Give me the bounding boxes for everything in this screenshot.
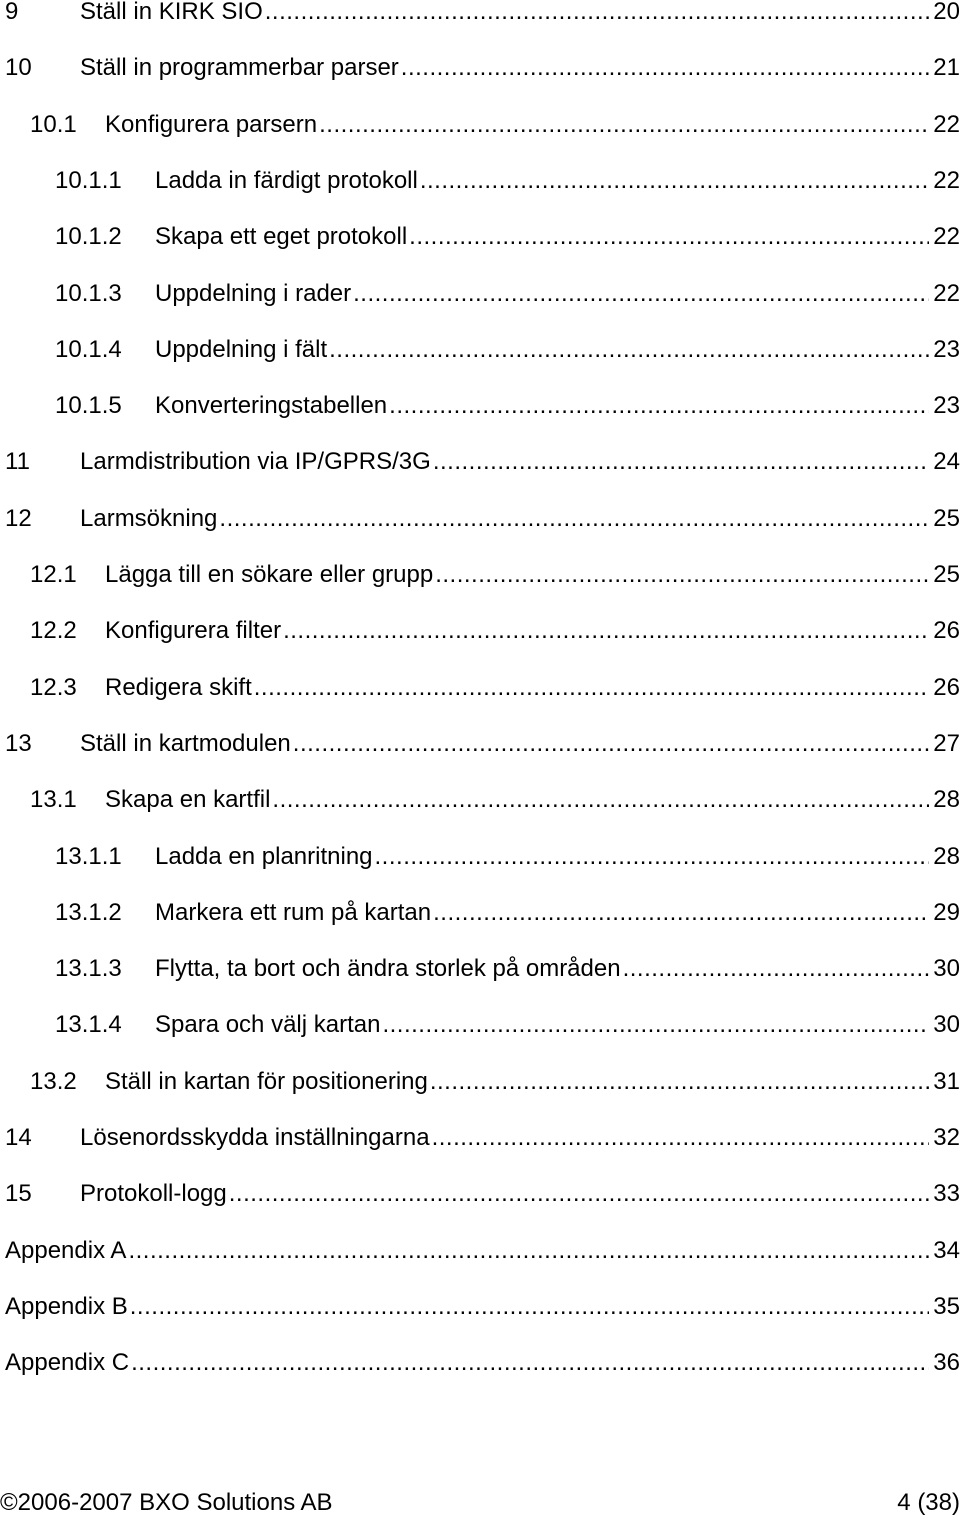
toc-entry-page: 35 [933,1292,960,1320]
toc-entry-page: 32 [933,1124,960,1151]
toc-entry-title: Appendix A [5,1236,127,1264]
toc-entry-page: 22 [933,279,960,307]
toc-entry-title: Ställ in programmerbar parser [80,54,399,82]
toc-entry[interactable] [0,280,960,320]
toc-entry-number: 13.1.4 [55,1011,122,1039]
footer-copyright: ©2006-2007 BXO Solutions AB [0,1489,333,1516]
toc-entry-title: Skapa ett eget protokoll [155,223,408,251]
toc-entry-number: 10 [5,54,32,82]
toc-dot-leader [229,1180,930,1208]
toc-entry[interactable] [0,1011,960,1051]
toc-entry-page: 21 [933,54,960,82]
toc-entry-title: Skapa en kartfil [105,786,271,814]
toc-entry-title: Konfigurera filter [105,617,282,645]
toc-dot-leader [409,223,929,251]
toc-entry-title: Uppdelning i rader [155,279,352,307]
toc-dot-leader [319,111,929,139]
toc-entry-title: Spara och välj kartan [155,1011,381,1039]
toc-entry-page: 30 [933,955,960,983]
toc-entry-title: Larmsökning [80,504,218,532]
toc-entry-number: 12 [5,504,32,532]
toc-entry-number: 13.1.3 [55,955,122,983]
toc-entry-title: Ställ in kartmodulen [80,729,291,757]
toc-entry[interactable] [0,843,960,883]
toc-dot-leader [433,899,929,927]
toc-dot-leader [254,674,930,702]
toc-entry-number: 12.1 [30,561,77,588]
toc-dot-leader [353,280,929,308]
toc-entry-number: 11 [5,448,30,476]
toc-entry-page: 30 [933,1011,960,1039]
toc-entry-title: Konfigurera parsern [105,110,318,138]
toc-entry-number: 9 [5,0,19,25]
toc-entry-number: 15 [5,1180,32,1208]
toc-entry[interactable] [0,505,960,545]
toc-entry-number: 12.2 [30,617,77,645]
toc-entry[interactable] [0,1349,960,1389]
toc-entry-title: Larmdistribution via IP/GPRS/3G [80,448,431,476]
toc-entry[interactable] [0,1180,960,1220]
toc-dot-leader [375,843,930,871]
toc-entry-page: 22 [933,110,960,138]
toc-entry-page: 28 [933,842,960,870]
toc-entry-title: Markera ett rum på kartan [155,898,432,926]
toc-entry-page: 22 [933,166,960,194]
toc-entry-title: Appendix B [5,1292,128,1320]
toc-entry[interactable] [0,561,960,601]
toc-entry-number: 13.1.2 [55,898,122,926]
toc-dot-leader [130,1293,930,1321]
toc-entry[interactable] [0,1124,960,1164]
toc-entry[interactable] [0,786,960,826]
toc-dot-leader [389,392,929,420]
toc-entry-page: 23 [933,335,960,363]
toc-dot-leader [329,336,929,364]
toc-entry-page: 23 [933,392,960,420]
toc-entry[interactable] [0,54,960,94]
toc-entry-page: 20 [933,0,960,25]
toc-entry-number: 10.1.4 [55,335,122,363]
toc-entry[interactable] [0,955,960,995]
toc-entry[interactable] [0,448,960,488]
toc-entry-page: 36 [933,1349,960,1377]
toc-entry-number: 10.1.5 [55,392,122,420]
toc-entry-page: 24 [933,448,960,476]
toc-entry-page: 26 [933,617,960,645]
toc-dot-leader [128,1237,929,1265]
toc-dot-leader [435,561,929,589]
toc-dot-leader [623,955,930,983]
toc-entry-title: Lösenordsskydda inställningarna [80,1124,430,1151]
toc-dot-leader [272,786,929,814]
toc-entry-page: 31 [933,1067,960,1095]
toc-entry-number: 10.1 [30,110,77,138]
toc-dot-leader [293,730,930,758]
toc-entry-title: Ladda in färdigt protokoll [155,166,418,194]
toc-entry-title: Appendix C [5,1349,130,1377]
toc-entry-page: 29 [933,898,960,926]
toc-entry-page: 26 [933,673,960,701]
toc-entry-number: 10.1.3 [55,279,122,307]
toc-entry[interactable] [0,1068,960,1108]
toc-entry-number: 10.1.2 [55,223,122,251]
toc-entry-number: 13 [5,729,32,757]
toc-entry[interactable] [0,392,960,432]
toc-entry[interactable] [0,899,960,939]
toc-dot-leader [430,1068,929,1096]
toc-dot-leader [420,167,929,195]
toc-dot-leader [265,0,930,26]
toc-entry-page: 25 [933,504,960,532]
toc-dot-leader [283,617,929,645]
toc-entry-page: 34 [933,1236,960,1264]
toc-dot-leader [401,54,930,82]
toc-dot-leader [382,1011,929,1039]
toc-entry-page: 25 [933,561,960,588]
toc-dot-leader [219,505,929,533]
toc-entry-title: Ställ in KIRK SIO [80,0,263,25]
toc-entry[interactable] [0,730,960,770]
toc-entry[interactable] [0,167,960,207]
toc-entry-title: Protokoll-logg [80,1180,227,1208]
toc-entry[interactable] [0,1293,960,1333]
toc-entry-number: 10.1.1 [55,166,122,194]
toc-entry-number: 12.3 [30,673,77,701]
toc-entry[interactable] [0,336,960,376]
toc-entry-page: 27 [933,729,960,757]
toc-entry[interactable] [0,223,960,263]
toc-entry[interactable] [0,0,960,38]
toc-entry-number: 13.1.1 [55,842,122,870]
toc-entry[interactable] [0,617,960,657]
toc-entry-title: Flytta, ta bort och ändra storlek på områden [155,955,621,983]
toc-entry-title: Konverteringstabellen [155,392,388,420]
toc-entry-title: Lägga till en sökare eller grupp [105,561,434,588]
toc-entry-title: Ställ in kartan för positionering [105,1067,428,1095]
toc-dot-leader [433,448,929,476]
toc-entry-title: Ladda en planritning [155,842,373,870]
toc-entry[interactable] [0,111,960,151]
toc-entry-title: Redigera skift [105,673,252,701]
toc-entry-page: 28 [933,786,960,814]
toc-entry-page: 22 [933,223,960,251]
toc-entry[interactable] [0,1237,960,1277]
toc-entry-page: 33 [933,1180,960,1208]
toc-entry-number: 13.2 [30,1067,77,1095]
toc-dot-leader [131,1349,929,1377]
page-footer [0,1489,960,1521]
toc-entry-number: 14 [5,1124,32,1151]
footer-page-number: 4 (38) [897,1489,960,1516]
toc-entry-title: Uppdelning i fält [155,335,328,363]
toc-dot-leader [432,1124,930,1152]
toc-entry[interactable] [0,674,960,714]
toc-entry-number: 13.1 [30,786,77,814]
